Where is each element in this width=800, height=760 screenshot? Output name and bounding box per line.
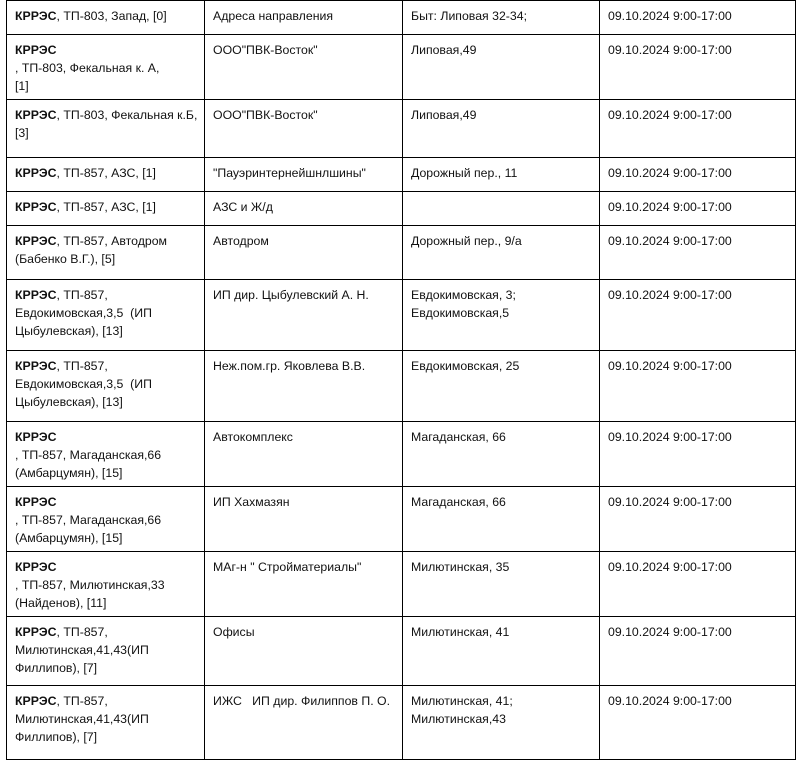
consumer-cell: Автодром (205, 226, 403, 280)
address-cell: Евдокимовская, 25 (403, 351, 600, 422)
consumer-cell: "Пауэринтернейшнлшины" (205, 158, 403, 192)
time-cell: 09.10.2024 9:00-17:00 (600, 35, 796, 100)
feeder-cell: КРРЭС, ТП-857, Автодром (Бабенко В.Г.), [5] (7, 226, 205, 280)
org-name: КРРЭС (15, 560, 57, 574)
address-cell: Липовая,49 (403, 35, 600, 100)
table-row (7, 552, 796, 617)
consumer-cell: МАг-н " Стройматериалы" (205, 552, 403, 617)
consumer-cell: Адреса направления (205, 1, 403, 35)
time-cell: 09.10.2024 9:00-17:00 (600, 686, 796, 760)
table-body (7, 1, 796, 760)
address-cell: Липовая,49 (403, 100, 600, 158)
org-name: КРРЭС (15, 166, 57, 180)
address-cell: Магаданская, 66 (403, 422, 600, 487)
time-cell: 09.10.2024 9:00-17:00 (600, 552, 796, 617)
address-cell: Милютинская, 41; Милютинская,43 (403, 686, 600, 760)
feeder-cell: КРРЭС, ТП-857, Магаданская,66 (Амбарцумян), [15] (7, 487, 205, 552)
feeder-cell: КРРЭС, ТП-803, Запад, [0] (7, 1, 205, 35)
address-cell: Милютинская, 35 (403, 552, 600, 617)
org-name: КРРЭС (15, 359, 57, 373)
time-cell: 09.10.2024 9:00-17:00 (600, 487, 796, 552)
table-row (7, 487, 796, 552)
consumer-cell: АЗС и Ж/д (205, 192, 403, 226)
feeder-cell: КРРЭС, ТП-857, Милютинская,41,43(ИП Филлипов), [7] (7, 686, 205, 760)
consumer-cell: ИП дир. Цыбулевский А. Н. (205, 280, 403, 351)
org-name: КРРЭС (15, 200, 57, 214)
org-name: КРРЭС (15, 694, 57, 708)
feeder-cell: КРРЭС, ТП-857, Евдокимовская,3,5 (ИП Цыбулевская), [13] (7, 351, 205, 422)
consumer-cell: ООО"ПВК-Восток" (205, 100, 403, 158)
org-name: КРРЭС (15, 625, 57, 639)
time-cell: 09.10.2024 9:00-17:00 (600, 1, 796, 35)
table-row (7, 226, 796, 280)
table-row (7, 35, 796, 100)
table-row (7, 192, 796, 226)
org-name: КРРЭС (15, 234, 57, 248)
time-cell: 09.10.2024 9:00-17:00 (600, 226, 796, 280)
org-name: КРРЭС (15, 430, 57, 444)
table-row (7, 351, 796, 422)
org-name: КРРЭС (15, 9, 57, 23)
outage-schedule-table (6, 0, 796, 760)
address-cell: Дорожный пер., 9/а (403, 226, 600, 280)
time-cell: 09.10.2024 9:00-17:00 (600, 280, 796, 351)
consumer-cell: ИЖС ИП дир. Филиппов П. О. (205, 686, 403, 760)
feeder-cell: КРРЭС, ТП-803, Фекальная к. А, [1] (7, 35, 205, 100)
table-row (7, 280, 796, 351)
table-row (7, 617, 796, 686)
feeder-cell: КРРЭС, ТП-857, Евдокимовская,3,5 (ИП Цыбулевская), [13] (7, 280, 205, 351)
feeder-cell: КРРЭС, ТП-857, Магаданская,66 (Амбарцумян), [15] (7, 422, 205, 487)
table-row (7, 422, 796, 487)
feeder-cell: КРРЭС, ТП-857, АЗС, [1] (7, 158, 205, 192)
address-cell: Быт: Липовая 32-34; (403, 1, 600, 35)
consumer-cell: Неж.пом.гр. Яковлева В.В. (205, 351, 403, 422)
consumer-cell: ИП Хахмазян (205, 487, 403, 552)
consumer-cell: Автокомплекс (205, 422, 403, 487)
time-cell: 09.10.2024 9:00-17:00 (600, 351, 796, 422)
feeder-cell: КРРЭС, ТП-857, АЗС, [1] (7, 192, 205, 226)
time-cell: 09.10.2024 9:00-17:00 (600, 100, 796, 158)
time-cell: 09.10.2024 9:00-17:00 (600, 617, 796, 686)
address-cell: Дорожный пер., 11 (403, 158, 600, 192)
address-cell: Евдокимовская, 3; Евдокимовская,5 (403, 280, 600, 351)
org-name: КРРЭС (15, 495, 57, 509)
consumer-cell: Офисы (205, 617, 403, 686)
address-cell: Милютинская, 41 (403, 617, 600, 686)
time-cell: 09.10.2024 9:00-17:00 (600, 158, 796, 192)
table-row (7, 686, 796, 760)
feeder-cell: КРРЭС, ТП-857, Милютинская,41,43(ИП Филлипов), [7] (7, 617, 205, 686)
address-cell: Магаданская, 66 (403, 487, 600, 552)
org-name: КРРЭС (15, 108, 57, 122)
feeder-cell: КРРЭС, ТП-803, Фекальная к.Б, [3] (7, 100, 205, 158)
feeder-cell: КРРЭС, ТП-857, Милютинская,33 (Найденов), [11] (7, 552, 205, 617)
org-name: КРРЭС (15, 43, 57, 57)
table-row (7, 158, 796, 192)
time-cell: 09.10.2024 9:00-17:00 (600, 192, 796, 226)
address-cell (403, 192, 600, 226)
time-cell: 09.10.2024 9:00-17:00 (600, 422, 796, 487)
consumer-cell: ООО"ПВК-Восток" (205, 35, 403, 100)
table-row (7, 100, 796, 158)
org-name: КРРЭС (15, 288, 57, 302)
table-row (7, 1, 796, 35)
